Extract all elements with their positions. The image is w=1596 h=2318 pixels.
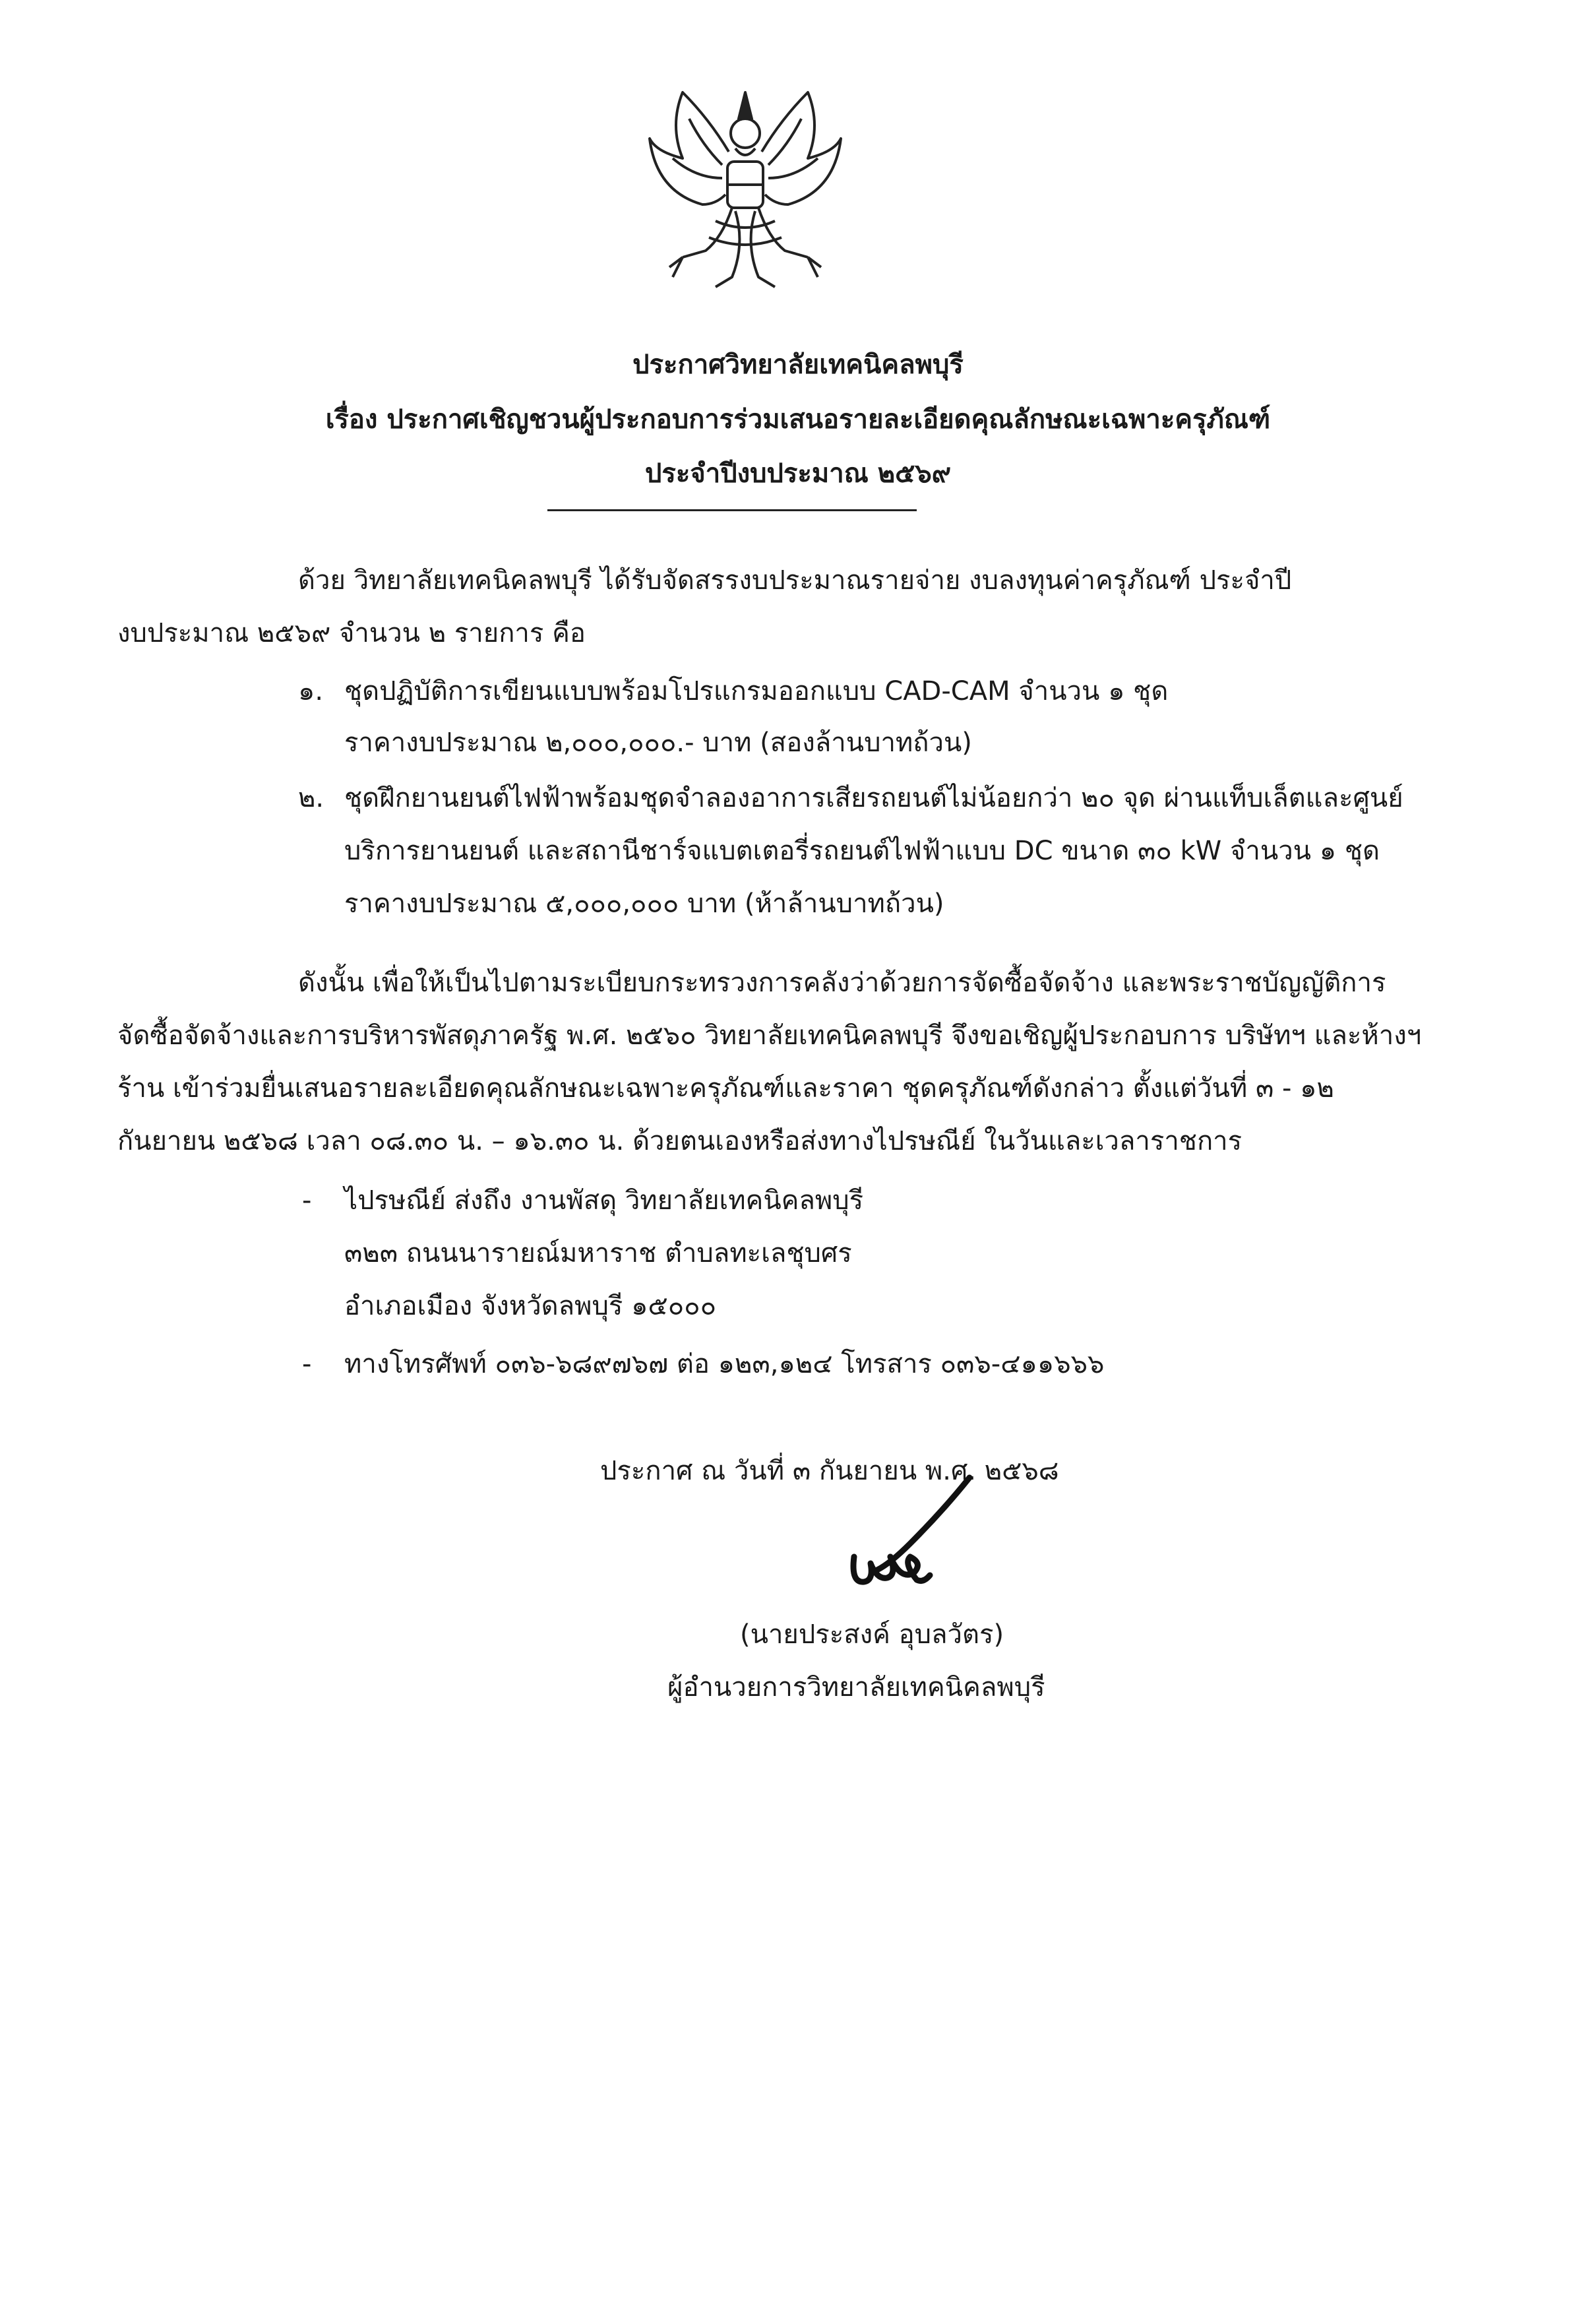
header-divider <box>547 509 917 511</box>
garuda-emblem-icon <box>643 79 847 297</box>
item-number-1: ๑. <box>298 676 324 706</box>
fiscal-year-heading: ประจำปีงบประมาณ ๒๕๖๙ <box>644 458 952 489</box>
item-2-line-2: บริการยานยนต์ และสถานีชาร์จแบตเตอรี่รถยนต์ไฟฟ้าแบบ DC ขนาด ๓๐ kW จำนวน ๑ ชุด <box>344 836 1380 866</box>
body-line-1: ดังนั้น เพื่อให้เป็นไปตามระเบียบกระทรวงการคลังว่าด้วยการจัดซื้อจัดจ้าง และพระราชบัญญัติการ <box>298 968 1386 998</box>
item-number-2: ๒. <box>298 783 324 813</box>
item-2-line-1: ชุดฝึกยานยนต์ไฟฟ้าพร้อมชุดจำลองอาการเสียรถยนต์ไม่น้อยกว่า ๒๐ จุด ผ่านแท็บเล็ตและศูนย์ <box>344 783 1403 813</box>
phone-fax-line: ทางโทรศัพท์ ๐๓๖-๖๘๙๗๖๗ ต่อ ๑๒๓,๑๒๔ โทรสาร ๐๓๖-๔๑๑๖๖๖ <box>344 1349 1105 1379</box>
intro-line-1: ด้วย วิทยาลัยเทคนิคลพบุรี ได้รับจัดสรรงบประมาณรายจ่าย งบลงทุนค่าครุภัณฑ์ ประจำปี <box>298 565 1292 596</box>
post-bullet: - <box>302 1185 312 1216</box>
post-address-line-3: อำเภอเมือง จังหวัดลพบุรี ๑๕๐๐๐ <box>344 1291 717 1321</box>
intro-line-2: งบประมาณ ๒๕๖๙ จำนวน ๒ รายการ คือ <box>117 618 586 648</box>
signer-name: (นายประสงค์ อุบลวัตร) <box>740 1619 1004 1650</box>
announcement-title: ประกาศวิทยาลัยเทคนิคลพบุรี <box>632 350 964 380</box>
body-line-4: กันยายน ๒๕๖๘ เวลา ๐๘.๓๐ น. – ๑๖.๓๐ น. ด้วยตนเองหรือส่งทางไปรษณีย์ ในวันและเวลาราชการ <box>117 1126 1243 1156</box>
body-line-2: จัดซื้อจัดจ้างและการบริหารพัสดุภาครัฐ พ.ศ. ๒๕๖๐ วิทยาลัยเทคนิคลพบุรี จึงขอเชิญผู้ประกอบการ บริษัทฯ และห้างฯ <box>117 1020 1422 1051</box>
item-1-line-1: ชุดปฏิบัติการเขียนแบบพร้อมโปรแกรมออกแบบ CAD-CAM จำนวน ๑ ชุด <box>344 676 1169 706</box>
phone-bullet: - <box>302 1349 312 1379</box>
signer-position: ผู้อำนวยการวิทยาลัยเทคนิคลพบุรี <box>667 1672 1045 1703</box>
item-1-line-2: ราคางบประมาณ ๒,๐๐๐,๐๐๐.- บาท (สองล้านบาทถ้วน) <box>344 728 972 758</box>
handwritten-signature <box>838 1464 983 1596</box>
body-line-3: ร้าน เข้าร่วมยื่นเสนอรายละเอียดคุณลักษณะเฉพาะครุภัณฑ์และราคา ชุดครุภัณฑ์ดังกล่าว ตั้งแต่วันที่ ๓ - ๑๒ <box>117 1073 1334 1104</box>
announcement-subject: เรื่อง ประกาศเชิญชวนผู้ประกอบการร่วมเสนอรายละเอียดคุณลักษณะเฉพาะครุภัณฑ์ <box>325 404 1271 435</box>
post-address-line-2: ๓๒๓ ถนนนารายณ์มหาราช ตำบลทะเลชุบศร <box>344 1238 852 1269</box>
post-address-line-1: ไปรษณีย์ ส่งถึง งานพัสดุ วิทยาลัยเทคนิคลพบุรี <box>344 1185 864 1216</box>
item-2-line-3: ราคางบประมาณ ๕,๐๐๐,๐๐๐ บาท (ห้าล้านบาทถ้วน) <box>344 889 944 919</box>
announcement-date: ประกาศ ณ วันที่ ๓ กันยายน พ.ศ. ๒๕๖๘ <box>600 1456 1059 1486</box>
